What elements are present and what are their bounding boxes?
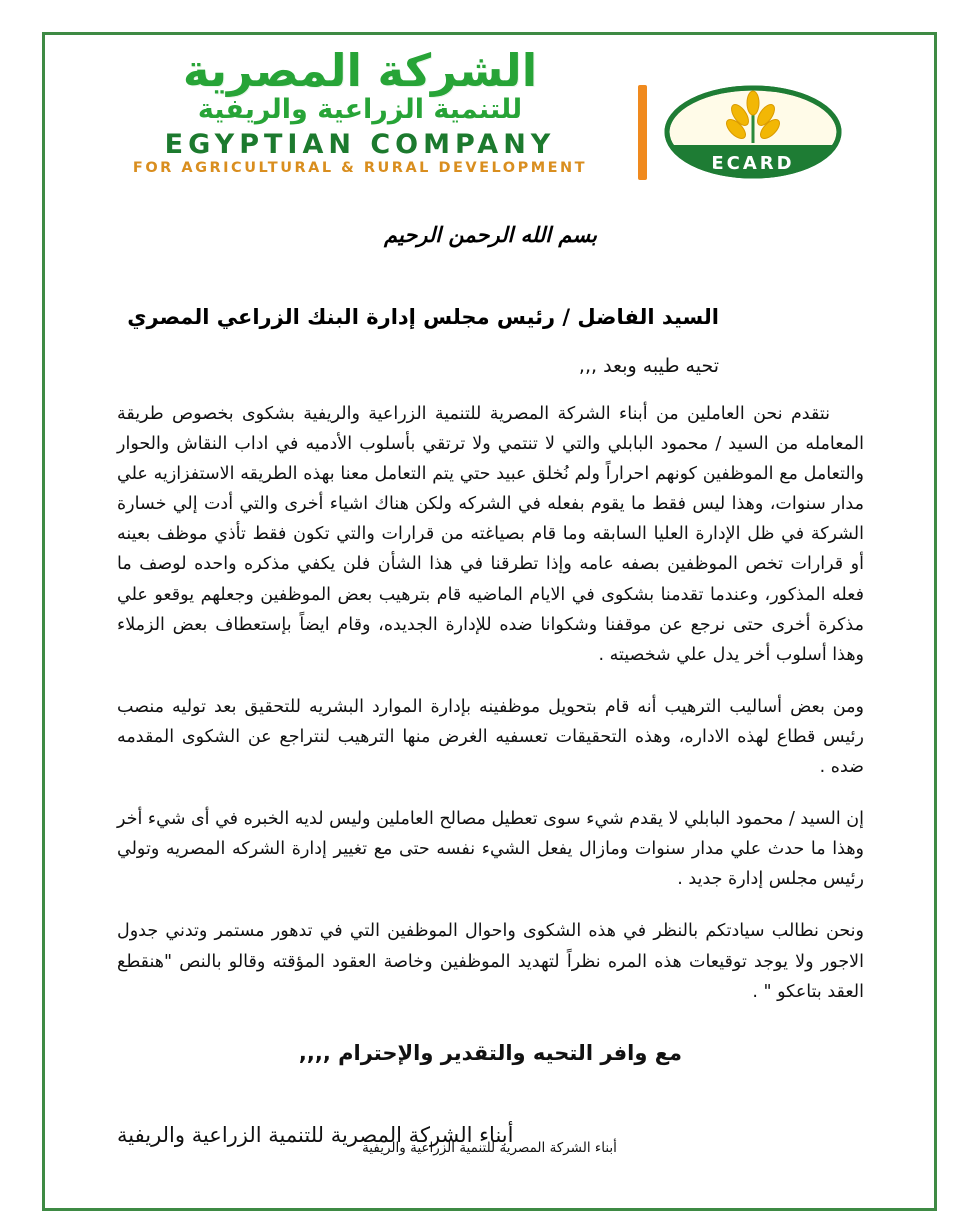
letter-paragraph-1: نتقدم نحن العاملين من أبناء الشركة المصرية للتنمية الزراعية والريفية بشكوى بخصوص طريقة المعامله من السيد / محمود البابلي والتي لا تنتمي ولا ترتقي بأسلوب الأدميه في اداب النقاش والحوار والتعامل مع الموظفين كونهم احراراً ولم نُخلق عبيد حتي يتم التعامل معنا بهذه الطريقه الاستفزازيه علي مدار سنوات، وهذا ليس فقط ما يقوم بفعله في الشركه ولكن هناك اشياء أخرى والتي أدت إلي خسارة الشركة في ظل الإدارة العليا السابقه وما قام بصياغته من قرارات والتي تكون فقط تأذي موظف بعينه أو قرارات تخص الموظفين بصفه عامه وإذا تطرقنا في هذا الشأن فلن يكفي مذكره واحده لوصف ما فعله المذكور، وعندما تقدمنا بشكوى في الايام الماضيه قام بترهيب بعض الموظفين وجعلهم يوقعو علي مذكرة أخرى حتى نرجع عن موقفنا وشكوانا ضده للإدارة الجديده، وقام ايضاً بإستعطاف بعض الزملاء وهذا أسلوب أخر يدل علي شخصيته .: [117, 404, 864, 665]
letter-body: [117, 200, 864, 1147]
page-footer: أبناء الشركة المصرية للتنمية الزراعية والريفية: [362, 1140, 617, 1156]
greeting-line: تحيه طيبه وبعد ,,,: [578, 355, 719, 377]
company-brand: [100, 44, 620, 177]
letter-paragraph-2: ومن بعض أساليب الترهيب أنه قام بتحويل موظفينه بإدارة الموارد البشريه للتحقيق بعد توليه منصب رئيس قطاع لهذه الاداره، وهذه التحقيقات تعسفيه الغرض منها الترهيب لنتراجع عن الشكوى المقدمه ضده .: [117, 696, 864, 778]
letter-paragraph-3: إن السيد / محمود البابلي لا يقدم شيء سوى تعطيل مصالح العاملين وليس لديه الخبره في أى شيء أخر وهذا ما حدث علي مدار سنوات ومازال يفعل الشيء نفسه حتى مع تغيير إدارة الشركه المصريه وتولي رئيس مجلس إدارة جديد .: [117, 809, 864, 890]
ecard-logo-graphic: [663, 85, 843, 180]
header-orange-divider: [638, 85, 647, 180]
company-name-english-line2: FOR AGRICULTURAL & RURAL DEVELOPMENT: [132, 160, 588, 177]
company-name-arabic-line2: للتنمية الزراعية والريفية: [197, 94, 523, 126]
company-name-arabic-line1: الشركة المصرية: [182, 44, 538, 97]
ecard-logo: [663, 85, 843, 180]
recipient-line: السيد الفاضل / رئيس مجلس إدارة البنك الزراعي المصري: [127, 305, 719, 329]
signature-line: أبناء الشركة المصرية للتنمية الزراعية والريفية: [117, 1122, 514, 1147]
page-border: [42, 32, 937, 1211]
ecard-logo-text: ECARD: [711, 153, 795, 174]
closing-salutation: مع وافر التحيه والتقدير والإحترام ,,,,: [298, 1040, 683, 1065]
basmala-text: بسم الله الرحمن الرحيم: [384, 222, 597, 247]
company-name-english-line1: EGYPTIAN COMPANY: [164, 129, 556, 161]
letterhead: [45, 45, 934, 195]
letter-paragraph-4: ونحن نطالب سيادتكم بالنظر في هذه الشكوى واحوال الموظفين التي في تدهور مستمر وتدني جدول الاجور ولا يوجد توقيعات هذه المره نظراً لتهديد الموظفين وخاصة العقود المؤقته وقالو بالنص "هنقطع العقد بتاعكو " .: [117, 921, 864, 1002]
